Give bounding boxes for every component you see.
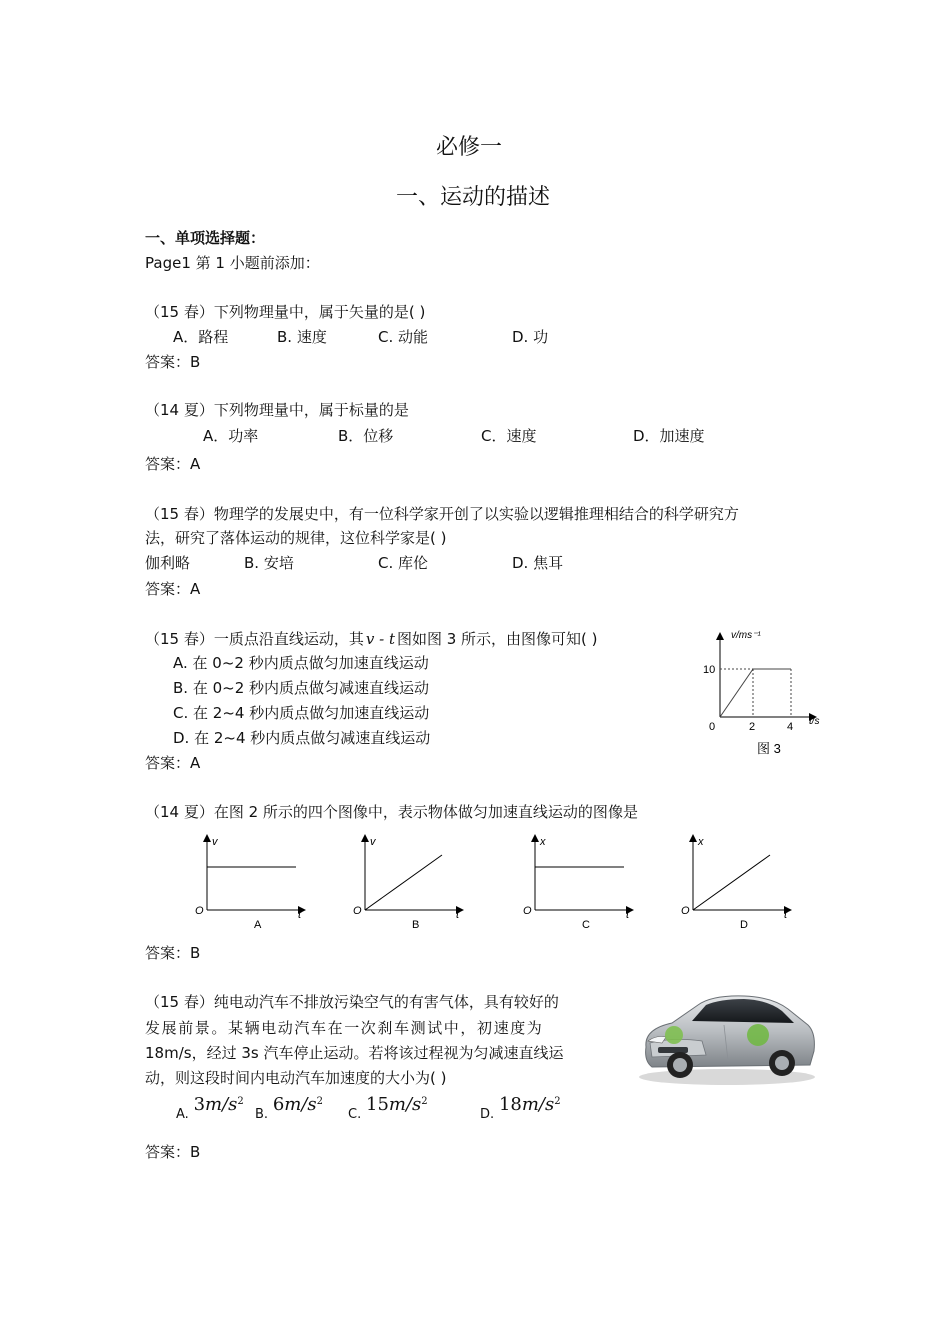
graph-a xyxy=(195,836,304,931)
chapter-title: 一、运动的描述 xyxy=(396,185,551,210)
vt-xtick-2: 2 xyxy=(749,721,756,733)
graph-c-ylabel: x xyxy=(540,836,546,848)
q2-option-d: D．加速度 xyxy=(633,427,705,445)
vt-xtick-4: 4 xyxy=(787,721,794,733)
q6-option-b-unit: m/s xyxy=(284,1094,317,1115)
vt-xtick-0: 0 xyxy=(709,721,716,733)
graph-a-label: A xyxy=(254,919,262,931)
car-rear-rim xyxy=(775,1056,789,1070)
vt-ylabel: v/ms⁻¹ xyxy=(731,630,761,641)
q6-stem-line1: （15 春）纯电动汽车不排放污染空气的有害气体，具有较好的 xyxy=(145,993,559,1011)
page-note: Page1 第 1 小题前添加： xyxy=(145,254,320,272)
q5-graphs xyxy=(190,830,830,935)
car-grille xyxy=(658,1047,688,1053)
graph-b-label: B xyxy=(412,919,420,931)
vt-xlabel: t/s xyxy=(809,716,820,727)
graph-a-xlabel: t xyxy=(298,909,302,921)
graph-c xyxy=(523,836,632,931)
q1-option-b: B. 速度 xyxy=(277,328,327,346)
electric-car-image xyxy=(632,985,818,1087)
q1-option-d: D. 功 xyxy=(512,328,549,346)
q2-stem: （14 夏）下列物理量中，属于标量的是 xyxy=(145,401,409,419)
q6-option-d-value: 18 xyxy=(498,1094,522,1115)
q6-option-a-unit: m/s xyxy=(205,1094,238,1115)
q3-option-d: D. 焦耳 xyxy=(512,554,564,572)
vt-ytick-10: 10 xyxy=(703,664,716,676)
graph-d-ylabel: x xyxy=(698,836,704,848)
graph-d xyxy=(681,836,790,931)
q6-option-d-unit: m/s xyxy=(521,1094,555,1115)
vt-caption: 图 3 xyxy=(757,741,781,756)
q4-stem-post: 图如图 3 所示，由图像可知( ) xyxy=(396,630,598,648)
section-heading: 一、单项选择题： xyxy=(145,229,266,247)
graph-b-origin: O xyxy=(353,905,362,917)
q3-option-b: B. 安培 xyxy=(244,554,294,572)
q4-option-d: D. 在 2~4 秒内质点做匀减速直线运动 xyxy=(173,729,431,747)
q4-option-a: A. 在 0~2 秒内质点做匀加速直线运动 xyxy=(173,654,429,672)
q6-answer: 答案：B xyxy=(145,1143,201,1161)
q6-option-a xyxy=(176,1092,244,1122)
q3-option-a: 伽利略 xyxy=(145,554,191,572)
q3-stem-line1: （15 春）物理学的发展史中，有一位科学家开创了以实验以逻辑推理相结合的科学研究方 xyxy=(145,505,739,523)
graph-c-xlabel: t xyxy=(626,909,630,921)
q2-option-b: B．位移 xyxy=(338,427,394,445)
q6-option-c-letter: C. xyxy=(348,1107,362,1122)
q6-option-d-letter: D. xyxy=(480,1107,495,1122)
q6-option-b-exp: 2 xyxy=(316,1096,324,1107)
q5-stem: （14 夏）在图 2 所示的四个图像中，表示物体做匀加速直线运动的图像是 xyxy=(145,803,638,821)
graph-a-ylabel: v xyxy=(212,836,218,848)
graph-c-origin: O xyxy=(523,905,532,917)
q1-stem: （15 春）下列物理量中，属于矢量的是( ) xyxy=(145,303,426,321)
q1-answer: 答案：B xyxy=(145,353,201,371)
q6-option-c-exp: 2 xyxy=(421,1096,428,1107)
q5-answer: 答案：B xyxy=(145,944,201,962)
graph-b-ylabel: v xyxy=(370,836,376,848)
q6-option-b xyxy=(255,1092,323,1122)
graph-b xyxy=(353,836,462,931)
q6-stem-line2: 发展前景。某辆电动汽车在一次刹车测试中，初速度为 xyxy=(145,1019,544,1037)
graph-d-line xyxy=(693,855,770,910)
q6-option-c xyxy=(348,1092,428,1122)
graph-a-origin: O xyxy=(195,905,204,917)
q4-option-c: C. 在 2~4 秒内质点做匀加速直线运动 xyxy=(173,704,430,722)
q6-option-b-value: 6 xyxy=(272,1094,285,1115)
q1-option-c: C. 动能 xyxy=(378,328,429,346)
graph-d-xlabel: t xyxy=(784,909,788,921)
q6-stem-line3: 18m/s，经过 3s 汽车停止运动。若将该过程视为匀减速直线运 xyxy=(145,1044,564,1062)
car-green-decal-side xyxy=(747,1024,769,1046)
q3-answer: 答案：A xyxy=(145,580,201,598)
q6-option-d-exp: 2 xyxy=(554,1096,561,1107)
q6-option-c-value: 15 xyxy=(366,1094,389,1115)
q6-option-a-exp: 2 xyxy=(237,1096,244,1107)
q6-stem-line4: 动，则这段时间内电动汽车加速度的大小为( ) xyxy=(145,1069,447,1087)
page-title: 必修一 xyxy=(436,135,503,160)
car-green-decal-front xyxy=(665,1026,683,1044)
q6-option-a-value: 3 xyxy=(193,1094,206,1115)
graph-b-line xyxy=(365,855,442,910)
graph-d-origin: O xyxy=(681,905,690,917)
vt-line-rise xyxy=(720,669,753,717)
q6-option-a-letter: A. xyxy=(176,1107,189,1122)
graph-c-label: C xyxy=(582,919,590,931)
graph-d-label: D xyxy=(740,919,748,931)
vt-graph-figure xyxy=(695,622,835,762)
q6-option-c-unit: m/s xyxy=(388,1094,422,1115)
q1-option-a: A．路程 xyxy=(173,328,229,346)
car-front-rim xyxy=(673,1058,687,1072)
q2-answer: 答案：A xyxy=(145,455,201,473)
q3-stem-line2: 法，研究了落体运动的规律，这位科学家是( ) xyxy=(145,529,447,547)
q4-stem-math: v - t xyxy=(365,630,395,648)
q3-option-c: C. 库伦 xyxy=(378,554,429,572)
q6-option-d xyxy=(480,1092,561,1122)
q2-option-a: A．功率 xyxy=(203,427,259,445)
q2-option-c: C．速度 xyxy=(481,427,537,445)
q4-option-b: B. 在 0~2 秒内质点做匀减速直线运动 xyxy=(173,679,430,697)
q6-option-b-letter: B. xyxy=(255,1107,269,1122)
q4-stem-pre: （15 春）一质点沿直线运动，其 xyxy=(145,630,364,648)
graph-b-xlabel: t xyxy=(456,909,460,921)
q4-answer: 答案：A xyxy=(145,754,201,772)
q4-stem xyxy=(145,629,598,649)
